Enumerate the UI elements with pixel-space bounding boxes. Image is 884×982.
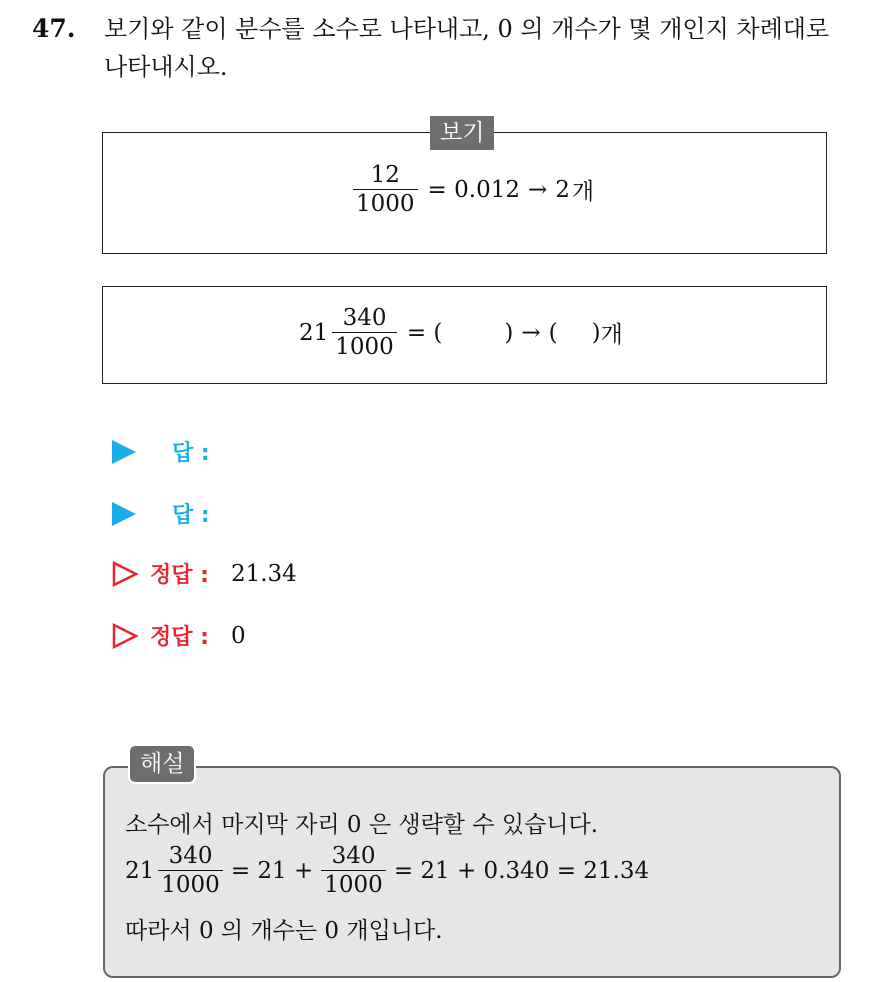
answer-label-1: 답 : bbox=[172, 441, 210, 466]
problem-open-paren-2: ( bbox=[548, 319, 558, 346]
example-label: 보기 bbox=[430, 116, 494, 150]
explanation-middle: = 21 + bbox=[230, 857, 314, 884]
explanation-line-3: 따라서 0 의 개수는 0 개입니다. bbox=[125, 918, 443, 944]
example-denominator: 1000 bbox=[353, 189, 418, 218]
example-unit: 개 bbox=[571, 179, 595, 205]
play-arrow-icon bbox=[112, 502, 136, 526]
question-text-line-1: 보기와 같이 분수를 소수로 나타내고, 0 의 개수가 몇 개인지 차례대로 bbox=[104, 15, 830, 43]
explanation-line-1: 소수에서 마지막 자리 0 은 생략할 수 있습니다. bbox=[125, 812, 599, 838]
play-arrow-icon bbox=[112, 440, 136, 464]
example-equation bbox=[349, 161, 594, 218]
answer-row-1 bbox=[112, 436, 210, 467]
explanation-denominator-2: 1000 bbox=[321, 870, 386, 899]
correct-answer-row-1 bbox=[112, 558, 297, 589]
explanation-label: 해설 bbox=[128, 744, 196, 784]
question-text-line-2: 나타내시오. bbox=[104, 53, 228, 81]
problem-whole: 21 bbox=[299, 319, 329, 346]
explanation-fraction-1 bbox=[158, 842, 223, 899]
example-equals: = 0.012 bbox=[427, 176, 520, 203]
explanation-numerator-1: 340 bbox=[168, 843, 213, 869]
problem-equals: = ( bbox=[406, 319, 443, 346]
correct-answer-label-1: 정답 : bbox=[150, 563, 209, 588]
answer-row-2 bbox=[112, 498, 210, 529]
problem-unit: 개 bbox=[600, 322, 623, 348]
problem-close-paren-2: ) bbox=[591, 319, 601, 346]
outline-triangle-icon bbox=[112, 623, 138, 649]
problem-arrow: → bbox=[521, 319, 541, 346]
example-numerator: 12 bbox=[370, 162, 400, 188]
explanation-equation bbox=[125, 842, 649, 899]
problem-fraction bbox=[332, 304, 397, 361]
problem-numerator: 340 bbox=[342, 305, 387, 331]
question-number: 47. bbox=[32, 14, 76, 43]
correct-answer-row-2 bbox=[112, 620, 246, 651]
example-count: 2 bbox=[555, 176, 570, 203]
example-fraction bbox=[353, 161, 418, 218]
outline-triangle-icon bbox=[112, 561, 138, 587]
answer-label-2: 답 : bbox=[172, 503, 210, 528]
correct-answer-value-1: 21.34 bbox=[230, 560, 297, 587]
example-box bbox=[102, 132, 827, 254]
explanation-fraction-2 bbox=[321, 842, 386, 899]
problem-box bbox=[102, 286, 827, 384]
explanation-tail: = 21 + 0.340 = 21.34 bbox=[393, 857, 650, 884]
example-arrow: → bbox=[527, 176, 548, 203]
explanation-denominator-1: 1000 bbox=[158, 870, 223, 899]
explanation-numerator-2: 340 bbox=[331, 843, 376, 869]
problem-close-paren-1: ) bbox=[504, 319, 514, 346]
correct-answer-value-2: 0 bbox=[230, 622, 246, 649]
problem-equation bbox=[299, 304, 623, 361]
explanation-whole: 21 bbox=[125, 857, 155, 884]
correct-answer-label-2: 정답 : bbox=[150, 625, 209, 650]
problem-denominator: 1000 bbox=[332, 332, 397, 361]
